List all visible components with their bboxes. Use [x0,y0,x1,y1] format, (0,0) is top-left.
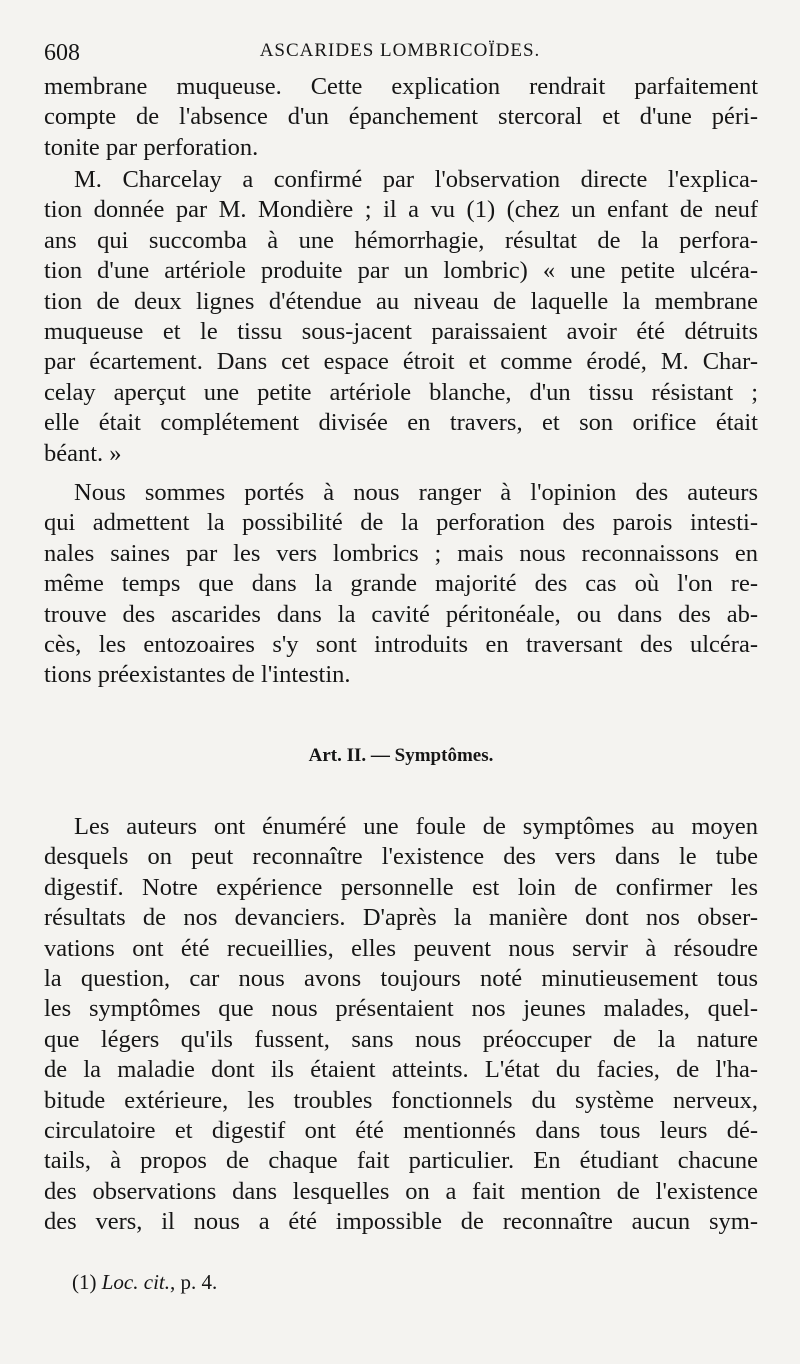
text-line: des vers, il nous a été impossible de reconnaître aucun sym- [44,1208,758,1236]
paragraph-continuation [44,72,758,163]
text-line: tions préexistantes de l'intestin. [44,661,351,689]
text-line: que légers qu'ils fussent, sans nous préoccuper de la nature [44,1025,758,1053]
text-line: muqueuse et le tissu sous-jacent paraissaient avoir été détruits [44,317,758,345]
text-line: tion d'une artériole produite par un lombric) « une petite ulcéra- [44,257,758,285]
paragraph-opinion [44,478,758,691]
text-line: tion de deux lignes d'étendue au niveau de laquelle la membrane [44,287,758,315]
text-line: tion donnée par M. Mondière ; il a vu (1) (chez un enfant de neuf [44,196,758,224]
footnote-reference: Loc. cit. [101,1270,170,1294]
text-line: tails, à propos de chaque fait particulier. En étudiant chacune [44,1147,758,1175]
paragraph-symptoms [44,812,758,1237]
section-title: Art. II. — Symptômes. [308,745,494,766]
text-line: tonite par perforation. [44,133,259,161]
text-line: M. Charcelay a confirmé par l'observation directe l'explica- [74,166,758,193]
text-line: de la maladie dont ils étaient atteints. L'état du facies, de l'ha- [44,1056,758,1084]
footnote-marker: (1) [72,1270,97,1294]
text-line: Nous sommes portés à nous ranger à l'opinion des auteurs [74,479,758,506]
text-line: circulatoire et digestif ont été mentionnés dans tous leurs dé- [44,1116,758,1144]
text-line: elle était complétement divisée en travers, et son orifice était [44,409,758,437]
footnote [72,1270,217,1295]
text-line: cès, les entozoaires s'y sont introduits en traversant des ulcéra- [44,630,758,658]
text-line: la question, car nous avons toujours noté minutieusement tous [44,964,758,992]
text-line: vations ont été recueillies, elles peuvent nous servir à résoudre [44,934,758,962]
page-number: 608 [44,40,80,66]
text-line: ans qui succomba à une hémorrhagie, résultat de la perfora- [44,226,758,254]
text-line: bitude extérieure, les troubles fonctionnels du système nerveux, [44,1086,758,1114]
text-line: par écartement. Dans cet espace étroit et comme érodé, M. Char- [44,348,758,376]
text-line: compte de l'absence d'un épanchement stercoral et d'une péri- [44,103,758,131]
text-line: nales saines par les vers lombrics ; mais nous reconnaissons en [44,539,758,567]
text-line: trouve des ascarides dans la cavité péritonéale, ou dans des ab- [44,600,758,628]
text-line: celay aperçut une petite artériole blanche, d'un tissu résistant ; [44,378,758,406]
text-line: béant. » [44,439,122,467]
page-header [44,36,756,70]
text-line: membrane muqueuse. Cette explication rendrait parfaitement [44,73,758,100]
text-line: digestif. Notre expérience personnelle est loin de confirmer les [44,873,758,901]
text-line: même temps que dans la grande majorité des cas où l'on re- [44,570,758,598]
text-line: des observations dans lesquelles on a fait mention de l'existence [44,1177,758,1205]
text-line: Les auteurs ont énuméré une foule de symptômes au moyen [74,813,758,840]
paragraph-charcelay [44,165,758,469]
text-line: qui admettent la possibilité de la perforation des parois intesti- [44,509,758,537]
text-line: résultats de nos devanciers. D'après la manière dont nos obser- [44,904,758,932]
footnote-page: , p. 4. [170,1270,218,1294]
text-line: desquels on peut reconnaître l'existence des vers dans le tube [44,843,758,871]
text-line: les symptômes que nous présentaient nos jeunes malades, quel- [44,995,758,1023]
running-head: ASCARIDES LOMBRICOÏDES. [259,40,541,61]
